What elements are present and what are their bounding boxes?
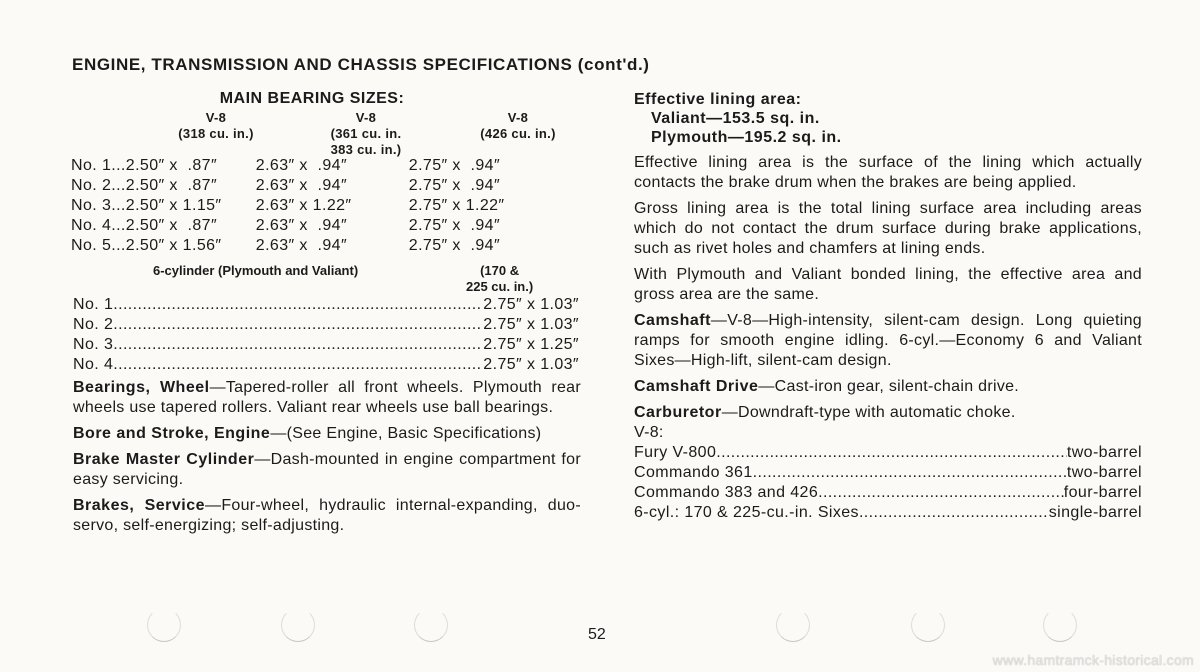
row-label: Commando 361 — [634, 464, 753, 481]
spec-text: Effective lining area is the surface of the lining which actually contacts the brake drum when the brakes are being applied. — [634, 154, 1142, 191]
binder-hole — [147, 608, 181, 642]
main-bearing-row — [71, 176, 539, 196]
carburetor-rows — [634, 443, 1142, 523]
size-318: 2.50″ x .87″ — [125, 157, 218, 174]
right-paragraphs — [634, 153, 1142, 397]
six-cylinder-row — [73, 315, 579, 335]
column-header-line: V-8 — [205, 110, 227, 125]
carburetor-paragraph — [634, 403, 1142, 423]
size-426: 2.75″ x .94″ — [408, 177, 501, 194]
column-header-line: (318 cu. in.) — [178, 126, 254, 141]
spec-text: With Plymouth and Valiant bonded lining, the effective area and gross area are the same. — [634, 266, 1142, 303]
six-cylinder-size — [466, 263, 533, 295]
page-number: 52 — [588, 626, 606, 643]
right-column — [634, 90, 1142, 523]
spec-paragraph — [73, 450, 581, 490]
effective-lining-heading: Effective lining area: — [634, 91, 802, 108]
spec-text: —V-8—High-intensity, silent-cam design. Long quieting ramps for smooth engine idling. 6-cyl.—Economy 6 and Valiant Sixes—High-lift, silent-cam design. — [634, 312, 1142, 369]
row-value: two-barrel — [1066, 444, 1142, 461]
main-bearing-table — [71, 156, 539, 256]
size-426: 2.75″ x .94″ — [408, 237, 501, 254]
row-label: No. 5... — [71, 237, 126, 254]
watermark: www.hamtramck-historical.com — [992, 652, 1194, 668]
dot-leader — [113, 315, 483, 335]
row-value: single-barrel — [1048, 504, 1142, 521]
size-426: 2.75″ x 1.22″ — [408, 197, 505, 214]
dot-leader — [818, 483, 1064, 503]
spec-text: —Four-wheel, hydraulic internal-expanding, duo-servo, self-energizing; self-adjusting. — [73, 497, 582, 534]
six-cylinder-size-line: 225 cu. in.) — [466, 279, 534, 294]
dot-leader — [113, 355, 483, 375]
column-header-426 — [458, 110, 578, 142]
main-bearing-row — [71, 216, 539, 236]
row-label: No. 3 — [73, 336, 114, 353]
row-label: No. 1 — [73, 296, 114, 313]
spec-paragraph — [634, 311, 1142, 371]
spec-text: —Dash-mounted in engine compartment for easy servicing. — [73, 451, 582, 488]
spec-paragraph — [73, 378, 581, 418]
size-361-383: 2.63″ x .94″ — [255, 177, 348, 194]
spec-term: Brake Master Cylinder — [73, 451, 255, 468]
dot-leader — [753, 463, 1067, 483]
binder-hole — [281, 608, 315, 642]
spec-text: —(See Engine, Basic Specifications) — [270, 425, 542, 442]
column-header-line: 383 cu. in.) — [330, 142, 402, 157]
six-cylinder-label: 6-cylinder (Plymouth and Valiant) — [153, 263, 359, 278]
main-bearing-heading: MAIN BEARING SIZES: — [219, 90, 405, 107]
column-header-318 — [151, 110, 281, 142]
spec-term: Brakes, Service — [73, 497, 206, 514]
row-label: No. 1... — [71, 157, 126, 174]
column-header-line: V-8 — [507, 110, 529, 125]
carburetor-text: —Downdraft-type with automatic choke. — [721, 404, 1016, 421]
size-318: 2.50″ x .87″ — [125, 217, 218, 234]
spec-paragraph — [634, 265, 1142, 305]
binder-hole — [776, 608, 810, 642]
size-318: 2.50″ x 1.56″ — [125, 237, 222, 254]
spec-text: —Cast-iron gear, silent-chain drive. — [758, 378, 1020, 395]
size-361-383: 2.63″ x .94″ — [255, 217, 348, 234]
row-value: four-barrel — [1063, 484, 1142, 501]
carburetor-row — [634, 463, 1142, 483]
row-value: 2.75″ x 1.25″ — [483, 336, 579, 353]
column-header-line: (361 cu. in. — [330, 126, 402, 141]
size-361-383: 2.63″ x .94″ — [255, 157, 348, 174]
carburetor-term: Carburetor — [634, 404, 722, 421]
six-cylinder-row — [73, 355, 579, 375]
row-label: No. 2... — [71, 177, 126, 194]
row-value: 2.75″ x 1.03″ — [483, 296, 579, 313]
spec-term: Bearings, Wheel — [73, 379, 210, 396]
size-426: 2.75″ x .94″ — [408, 217, 501, 234]
spec-term: Camshaft Drive — [634, 378, 759, 395]
spec-paragraph — [634, 153, 1142, 193]
row-label: No. 4... — [71, 217, 126, 234]
spec-paragraph — [73, 424, 581, 444]
spec-paragraph — [73, 496, 581, 536]
carburetor-row — [634, 503, 1142, 523]
column-header-361-383 — [306, 110, 426, 158]
dot-leader — [716, 443, 1067, 463]
row-label: Fury V-800 — [634, 444, 717, 461]
column-header-line: V-8 — [355, 110, 377, 125]
main-bearing-row — [71, 156, 539, 176]
size-318: 2.50″ x .87″ — [125, 177, 218, 194]
main-bearing-column-headers — [73, 110, 581, 156]
binder-hole — [414, 608, 448, 642]
left-paragraphs — [73, 378, 581, 536]
main-bearing-row — [71, 236, 539, 256]
carburetor-row — [634, 483, 1142, 503]
size-361-383: 2.63″ x 1.22″ — [255, 197, 352, 214]
row-label: No. 2 — [73, 316, 114, 333]
dot-leader — [859, 503, 1049, 523]
binder-hole — [911, 608, 945, 642]
row-label: No. 3... — [71, 197, 126, 214]
dot-leader — [113, 295, 483, 315]
spec-term: Camshaft — [634, 312, 711, 329]
page-title: ENGINE, TRANSMISSION AND CHASSIS SPECIFICATIONS (cont'd.) — [72, 55, 650, 74]
spec-text: —Tapered-roller all front wheels. Plymouth rear wheels use tapered rollers. Valiant rear wheels use ball bearings. — [73, 379, 581, 416]
six-cylinder-row — [73, 295, 579, 315]
six-cylinder-rows — [73, 295, 581, 375]
binder-hole — [1043, 608, 1077, 642]
six-cylinder-row — [73, 335, 579, 355]
left-column — [73, 90, 581, 536]
size-361-383: 2.63″ x .94″ — [255, 237, 348, 254]
size-318: 2.50″ x 1.15″ — [125, 197, 222, 214]
spec-paragraph — [634, 199, 1142, 259]
row-label: Commando 383 and 426 — [634, 484, 819, 501]
row-label: No. 4 — [73, 356, 114, 373]
dot-leader — [113, 335, 483, 355]
main-bearing-row — [71, 196, 539, 216]
carburetor-row — [634, 443, 1142, 463]
size-426: 2.75″ x .94″ — [408, 157, 501, 174]
row-value: 2.75″ x 1.03″ — [483, 356, 579, 373]
carburetor-sub: V-8: — [634, 424, 664, 441]
row-value: two-barrel — [1066, 464, 1142, 481]
spec-term: Bore and Stroke, Engine — [73, 425, 271, 442]
effective-lining-valiant: Valiant—153.5 sq. in. — [651, 110, 820, 127]
six-cylinder-header — [73, 263, 581, 295]
spec-paragraph — [634, 377, 1142, 397]
effective-lining-plymouth: Plymouth—195.2 sq. in. — [651, 129, 842, 146]
six-cylinder-size-line: (170 & — [480, 263, 520, 278]
row-value: 2.75″ x 1.03″ — [483, 316, 579, 333]
row-label: 6-cyl.: 170 & 225-cu.-in. Sixes — [634, 504, 859, 521]
column-header-line: (426 cu. in.) — [480, 126, 556, 141]
spec-text: Gross lining area is the total lining surface area including areas which do not contact the drum surface during brake applications, such as rivet holes and chamfers at lining ends. — [634, 200, 1142, 257]
